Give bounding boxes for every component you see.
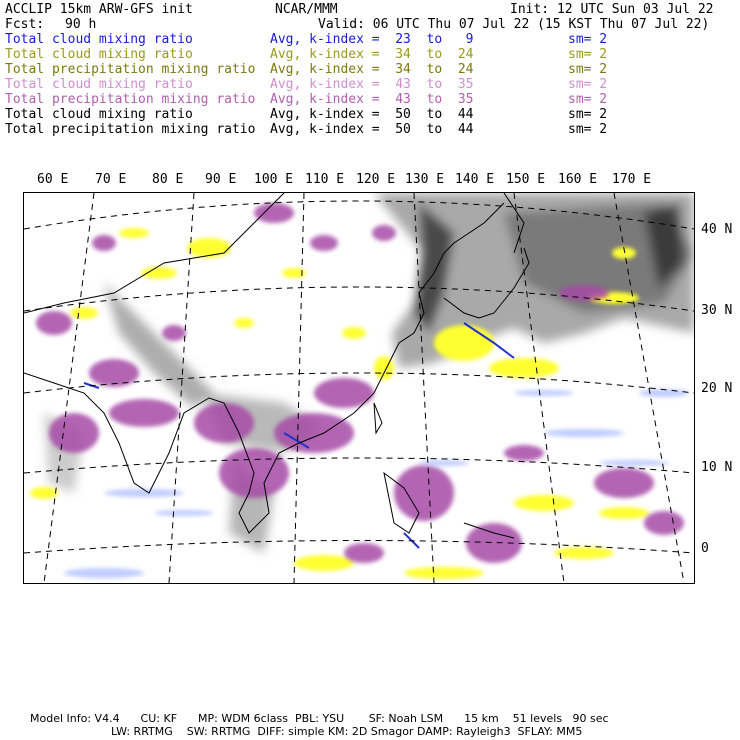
legend-row (5, 92, 735, 107)
model-info-line2: LW: RRTMG SW: RRTMG DIFF: simple KM: 2D Smagor DAMP: Rayleigh3 SFLAY: MM5 (111, 725, 583, 738)
legend-row (5, 122, 735, 137)
model-title: ACCLIP 15km ARW-GFS init (5, 2, 193, 17)
latitude-label: 20 N (701, 381, 733, 396)
legend-label: Total cloud mixing ratio (5, 32, 193, 47)
legend-label: Total precipitation mixing ratio (5, 122, 256, 137)
legend-sm: sm= 2 (568, 32, 608, 47)
latitude-label: 30 N (701, 303, 733, 318)
longitude-label: 80 E (152, 172, 184, 187)
legend-row (5, 107, 735, 122)
legend-label: Total cloud mixing ratio (5, 107, 193, 122)
legend-sm: sm= 2 (568, 92, 608, 107)
legend-row (5, 77, 735, 92)
fcst-value: 90 h (65, 17, 97, 32)
valid-time: Valid: 06 UTC Thu 07 Jul 22 (15 KST Thu 07 Jul 22) (318, 17, 710, 32)
longitude-label: 100 E (254, 172, 294, 187)
latitude-label: 0 (701, 541, 709, 556)
legend-avg: Avg, k-index = 50 to 44 (270, 107, 474, 122)
longitude-label: 70 E (95, 172, 127, 187)
legend-sm: sm= 2 (568, 62, 608, 77)
legend-label: Total precipitation mixing ratio (5, 92, 256, 107)
legend-row (5, 47, 735, 62)
weather-map (24, 193, 694, 583)
legend-row (5, 32, 735, 47)
map-panel (23, 192, 695, 584)
longitude-label: 160 E (558, 172, 598, 187)
legend-label: Total cloud mixing ratio (5, 47, 193, 62)
legend-avg: Avg, k-index = 43 to 35 (270, 77, 474, 92)
longitude-label: 150 E (506, 172, 546, 187)
latitude-label: 10 N (701, 460, 733, 475)
longitude-label: 120 E (356, 172, 396, 187)
legend-avg: Avg, k-index = 23 to 9 (270, 32, 474, 47)
legend-avg: Avg, k-index = 34 to 24 (270, 62, 474, 77)
longitude-label: 140 E (455, 172, 495, 187)
legend-sm: sm= 2 (568, 107, 608, 122)
latitude-label: 40 N (701, 222, 733, 237)
fcst-label: Fcst: (5, 17, 45, 32)
legend-sm: sm= 2 (568, 122, 608, 137)
longitude-label: 60 E (37, 172, 69, 187)
longitude-label: 110 E (305, 172, 345, 187)
longitude-label: 170 E (612, 172, 652, 187)
legend-label: Total cloud mixing ratio (5, 77, 193, 92)
init-time: Init: 12 UTC Sun 03 Jul 22 (510, 2, 714, 17)
center-name: NCAR/MMM (275, 2, 338, 17)
legend-avg: Avg, k-index = 34 to 24 (270, 47, 474, 62)
legend-sm: sm= 2 (568, 47, 608, 62)
legend-avg: Avg, k-index = 50 to 44 (270, 122, 474, 137)
legend-avg: Avg, k-index = 43 to 35 (270, 92, 474, 107)
legend-sm: sm= 2 (568, 77, 608, 92)
model-info-line1: Model Info: V4.4 CU: KF MP: WDM 6class PBL: YSU SF: Noah LSM 15 km 51 levels 90 sec (30, 712, 609, 725)
longitude-label: 130 E (405, 172, 445, 187)
legend-label: Total precipitation mixing ratio (5, 62, 256, 77)
legend-row (5, 62, 735, 77)
longitude-label: 90 E (205, 172, 237, 187)
